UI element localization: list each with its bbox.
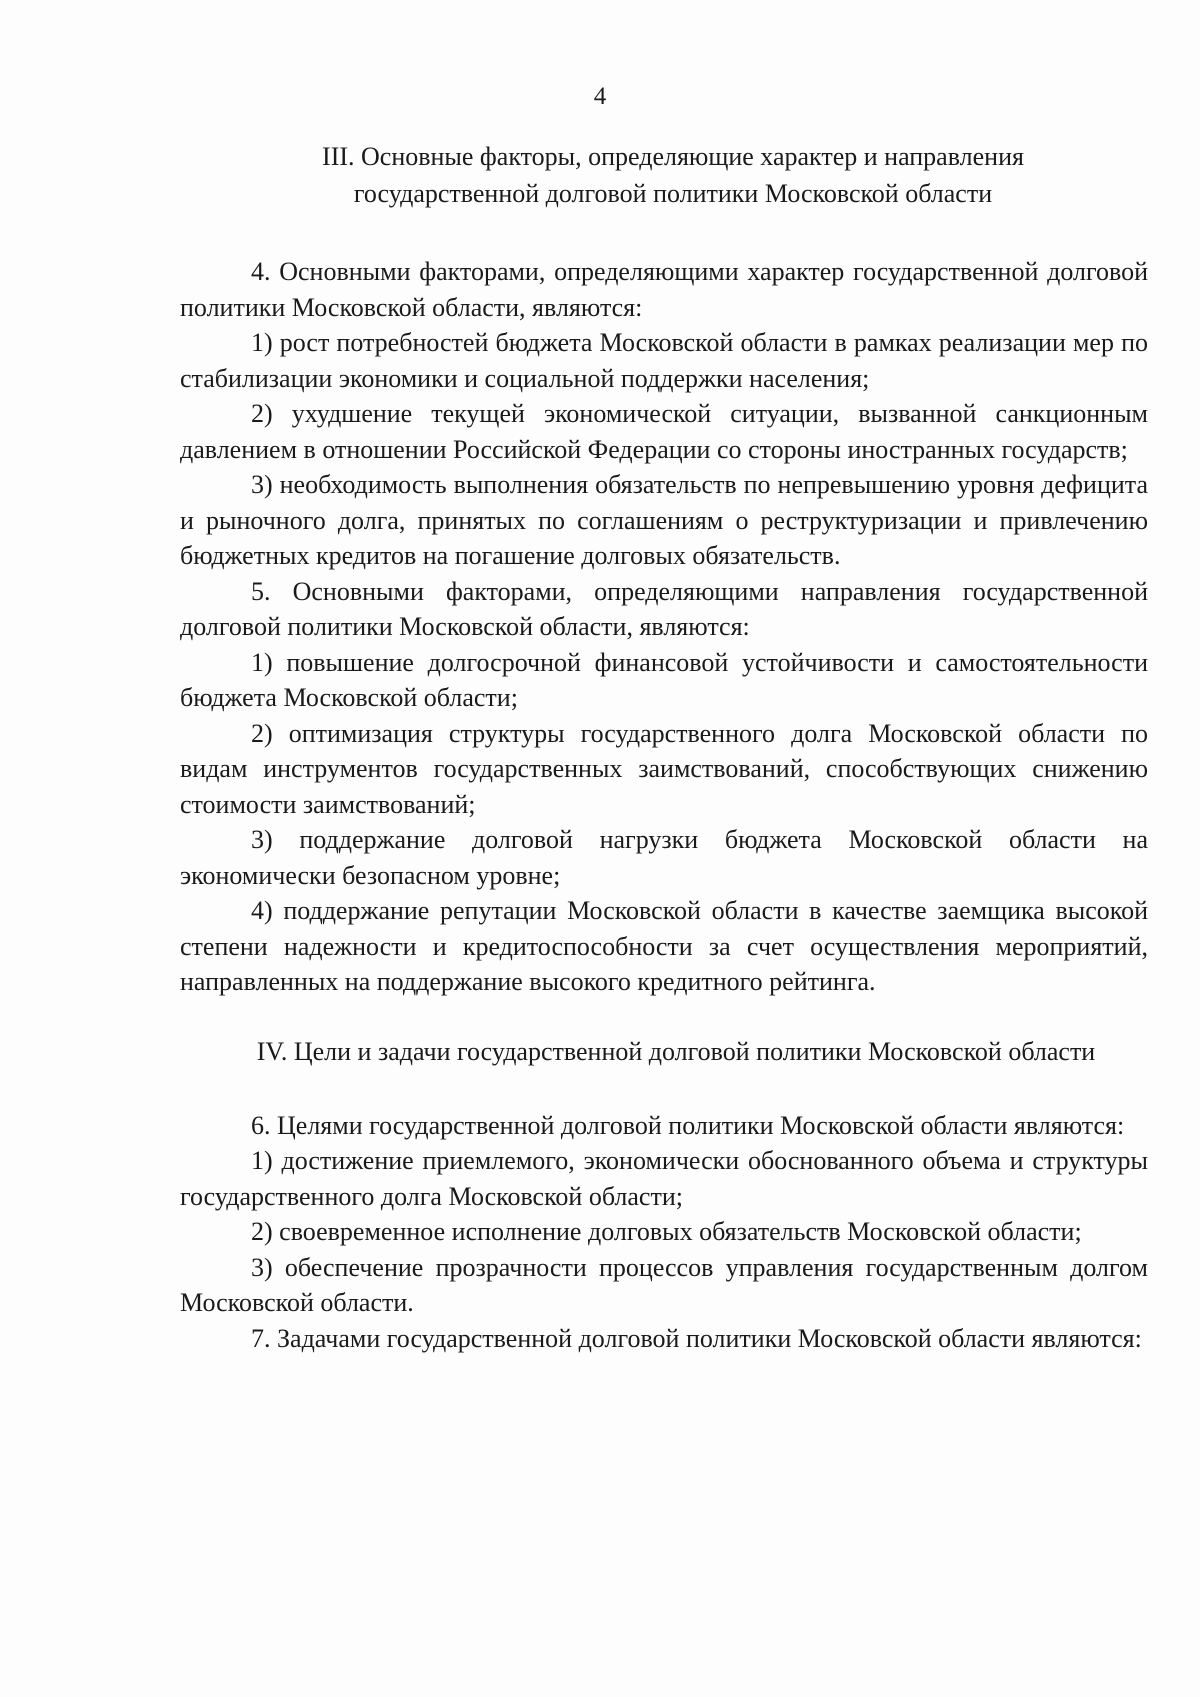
paragraph-4-item-2: 2) ухудшение текущей экономической ситуации, вызванной санкционным давлением в отношении Российской Федерации со стороны иностранных государств; bbox=[180, 399, 1148, 464]
paragraph-5-item-4: 4) поддержание репутации Московской области в качестве заемщика высокой степени надежности и кредитоспособности за счет осуществления мероприятий, направленных на поддержание высокого кредитного рейтинга. bbox=[180, 896, 1148, 996]
paragraph-5-item-3: 3) поддержание долговой нагрузки бюджета Московской области на экономически безопасном уровне; bbox=[180, 825, 1148, 890]
paragraph-6-item-2: 2) своевременное исполнение долговых обязательств Московской области; bbox=[251, 1217, 1082, 1246]
paragraph-5-item-2: 2) оптимизация структуры государственного долга Московской области по видам инструментов государственных заимствований, способствующих снижению стоимости заимствований; bbox=[180, 718, 1148, 819]
spacer bbox=[180, 212, 1148, 254]
paragraph-4: 4. Основными факторами, определяющими характер государственной долговой политики Московской области, являются: bbox=[180, 257, 1148, 322]
paragraph-4-item-1: 1) рост потребностей бюджета Московской области в рамках реализации мер по стабилизации экономики и социальной поддержки населения; bbox=[180, 328, 1148, 393]
paragraph-5-item-1: 1) повышение долгосрочной финансовой устойчивости и самостоятельности бюджета Московской области; bbox=[180, 647, 1148, 712]
paragraph-6-item-3: 3) обеспечение прозрачности процессов управления государственным долгом Московской области. bbox=[180, 1252, 1148, 1317]
section-4-heading: IV. Цели и задачи государственной долговой политики Московской области bbox=[256, 1036, 1096, 1066]
section-3-heading bbox=[198, 138, 1148, 212]
spacer bbox=[180, 1070, 1148, 1108]
paragraph-6-item-1: 1) достижение приемлемого, экономически обоснованного объема и структуры государственного долга Московской области; bbox=[180, 1146, 1148, 1211]
paragraph-7: 7. Задачами государственной долговой политики Московской области являются: bbox=[251, 1323, 1142, 1353]
section-3-heading-line-1: III. Основные факторы, определяющие характер и направления bbox=[322, 142, 1024, 171]
section-3-heading-line-2: государственной долговой политики Московской области bbox=[353, 179, 993, 208]
page-content bbox=[180, 138, 1148, 1356]
page-number: 4 bbox=[593, 83, 607, 110]
paragraph-4-item-3: 3) необходимость выполнения обязательств по непревышению уровня дефицита и рыночного долга, принятых по соглашениям о реструктуризации и привлечению бюджетных кредитов на погашение долговых обязательств. bbox=[180, 470, 1148, 570]
paragraph-6: 6. Целями государственной долговой политики Московской области являются: bbox=[251, 1110, 1125, 1140]
paragraph-5: 5. Основными факторами, определяющими направления государственной долговой политики Московской области, являются: bbox=[180, 576, 1148, 641]
